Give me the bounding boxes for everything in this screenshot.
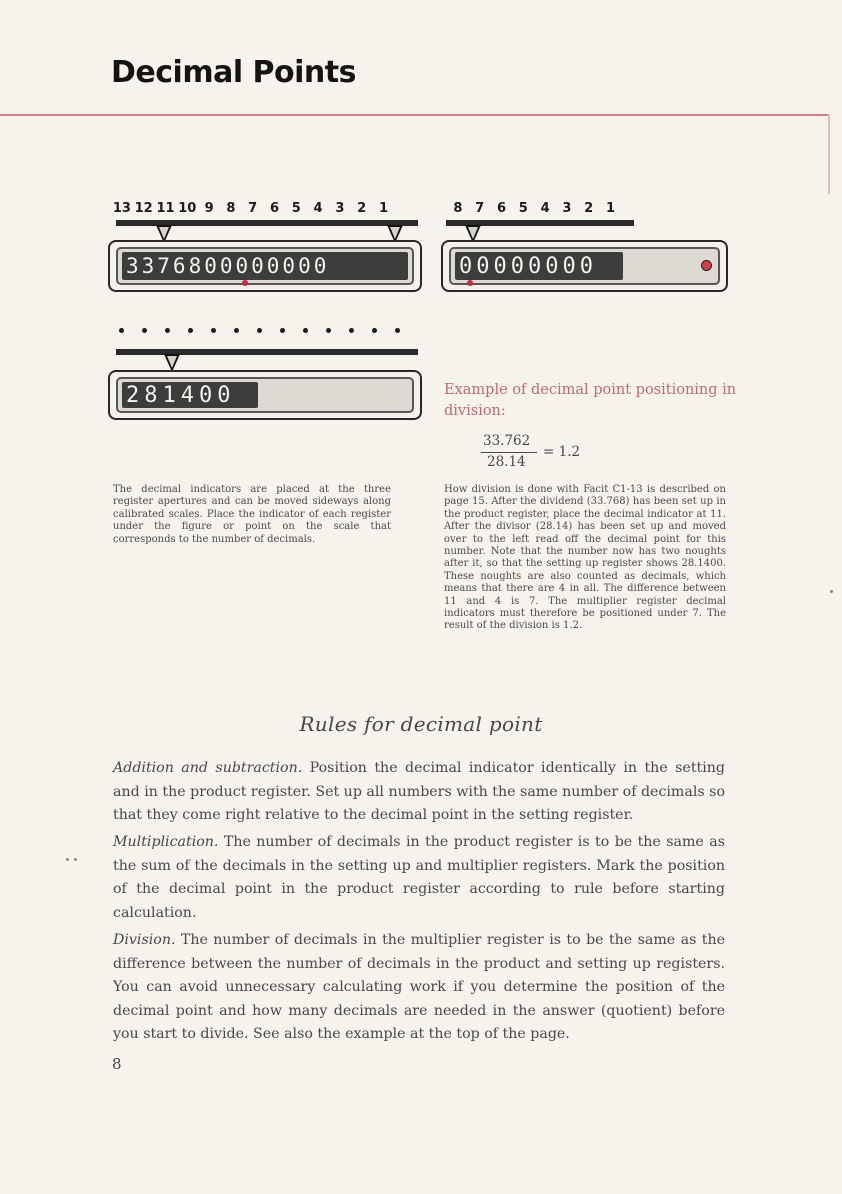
scale-number: 4: [313, 201, 323, 216]
product-register-digits: 281400: [122, 382, 258, 408]
scale-number: 11: [156, 201, 175, 216]
scale-number: 8: [453, 201, 463, 216]
example-heading: Example of decimal point positioning in division:: [444, 382, 737, 419]
scale-number: 4: [540, 201, 550, 216]
rule-multiplication: [113, 831, 725, 925]
scale-number: 3: [335, 201, 345, 216]
margin-speck: [830, 590, 833, 593]
scale-number: 1: [605, 201, 615, 216]
scale-number: 2: [357, 201, 367, 216]
scale-number: 2: [584, 201, 594, 216]
scale-number: 13: [112, 201, 131, 216]
scale-number: 6: [269, 201, 279, 216]
setting-register-digits: 3376800000000: [122, 252, 408, 280]
rule-division: [113, 929, 725, 1047]
multiplier-scale-numbers: [447, 201, 621, 216]
margin-speck: [74, 858, 77, 861]
fraction-denominator: 28.14: [487, 454, 526, 470]
product-scale-dots: [119, 320, 418, 339]
scale-number: 1: [378, 201, 388, 216]
page-edge-mark: [828, 114, 830, 194]
fraction-result: = 1.2: [543, 444, 581, 460]
rule-multiplication-text: The number of decimals in the product register is to be the same as the sum of the decimals in the setting up and multiplier registers. Mark the position of the decimal point in the product register according to rule before starting calculation.: [113, 834, 725, 921]
rules-heading: Rules for decimal point: [299, 712, 543, 736]
multiplier-register-digits: 00000000: [455, 252, 623, 280]
page-number: 8: [112, 1055, 122, 1073]
scale-number: 9: [204, 201, 214, 216]
rule-division-text: The number of decimals in the multiplier register is to be the same as the difference between the number of decimals in the product and setting up registers. You can avoid unnecessary calculating work if you determine the position of the decimal point and how many decimals are needed in the answer (quotient) before you start to divide. See also the example at the top of the page.: [113, 932, 725, 1042]
example-explanation: How division is done with Facit C1-13 is described on page 15. After the dividend (33.768) has been set up in the product register, place the decimal indicator at 11. After the divisor (28.14) has been set up and moved over to the left read off the decimal point for this number. Note that the number now has two noughts after it, so that the setting up register shows 28.1400. These noughts are also counted as decimals, which means that there are 4 in all. The difference between 11 and 4 is 7. The multiplier register decimal indicators must therefore be positioned under 7. The result of the division is 1.2.: [444, 484, 726, 632]
setting-decimal-marker: [242, 280, 248, 286]
scale-number: 3: [562, 201, 572, 216]
scale-number: 12: [134, 201, 153, 216]
indicator-lamp: [701, 260, 712, 271]
rule-addition: [113, 757, 725, 828]
scale-number: 7: [475, 201, 485, 216]
fraction-numerator: 33.762: [483, 433, 531, 449]
product-scale-rail: [116, 349, 418, 355]
multiplier-decimal-marker: [467, 280, 473, 286]
scale-number: 7: [248, 201, 258, 216]
example-fraction: [479, 433, 599, 473]
title-divider: [0, 114, 828, 116]
product-register: [108, 370, 422, 420]
setting-scale-numbers: [111, 201, 394, 216]
scale-number: 5: [518, 201, 528, 216]
scale-number: 6: [496, 201, 507, 216]
setting-register: [108, 240, 422, 292]
scale-number: 5: [291, 201, 301, 216]
scale-number: 10: [178, 201, 197, 216]
rule-addition-label: Addition and subtraction.: [113, 760, 303, 776]
rule-addition-text: Position the decimal indicator identically in the setting and in the product register. Set up all numbers with the same number of decimals so that they come right relative to the decimal point in the setting register.: [113, 760, 725, 823]
fraction-bar: [481, 452, 537, 453]
margin-speck: [66, 858, 69, 861]
multiplier-register: [441, 240, 728, 292]
page-title: Decimal Points: [111, 55, 356, 90]
rule-division-label: Division.: [113, 932, 176, 948]
scale-number: 8: [226, 201, 236, 216]
decimal-indicator-caption: The decimal indicators are placed at the three register apertures and can be moved sideways along calibrated scales. Place the indicator of each register under the figure or point on the scale that corresponds to the number of decimals.: [113, 484, 391, 545]
rule-multiplication-label: Multiplication.: [113, 834, 219, 850]
